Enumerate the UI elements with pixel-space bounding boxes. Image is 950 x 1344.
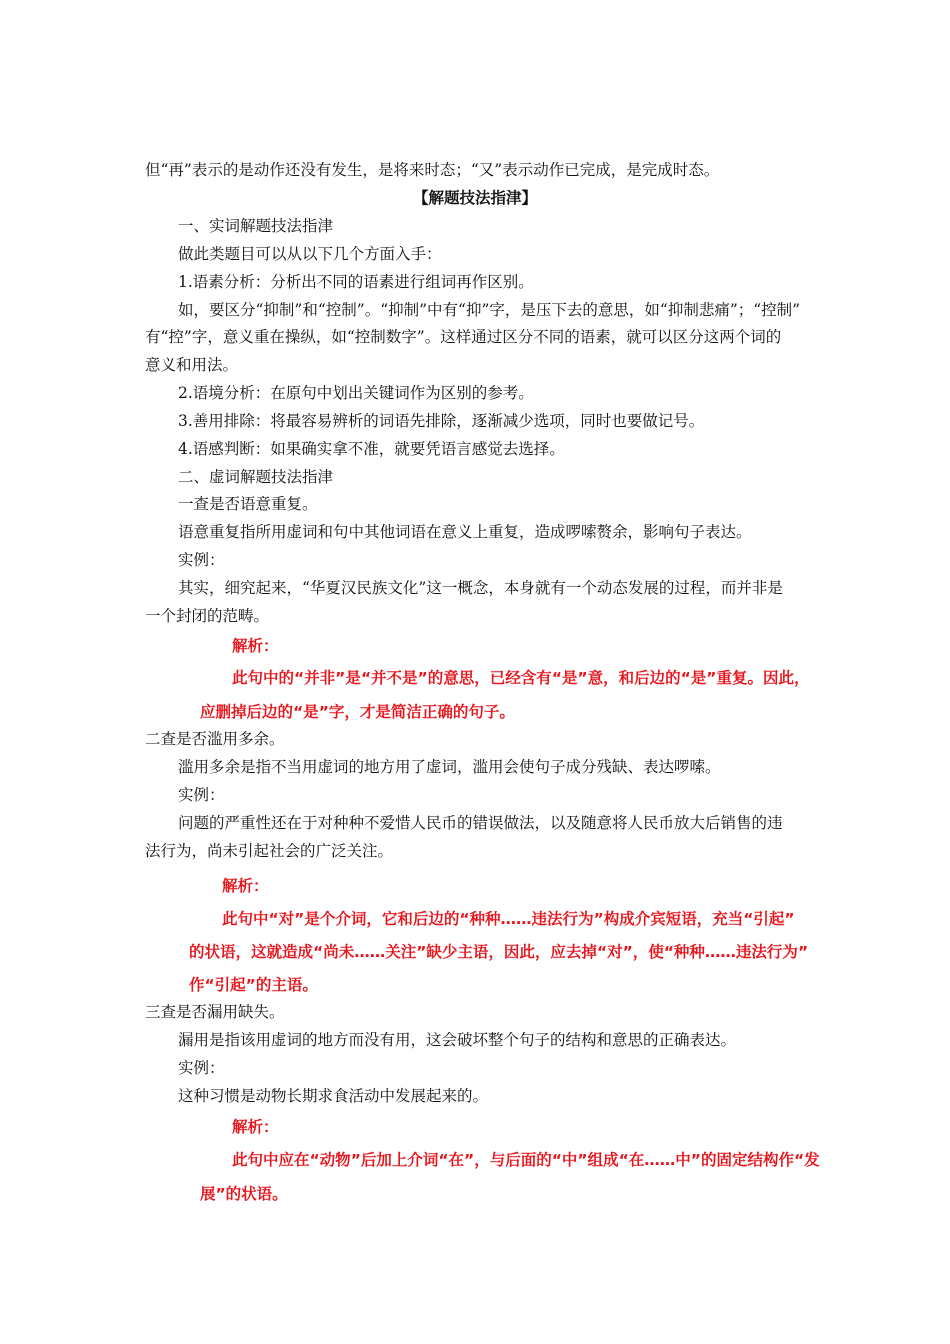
subheading-notional-words: 一、实词解题技法指津 — [178, 217, 334, 235]
list-item: 1.语素分析：分析出不同的语素进行组词再作区别。 — [178, 273, 534, 291]
example-label: 实例： — [178, 786, 225, 804]
paragraph-line: 漏用是指该用虚词的地方而没有用，这会破坏整个句子的结构和意思的正确表达。 — [178, 1031, 737, 1049]
paragraph-line: 一查是否语意重复。 — [178, 495, 318, 513]
analysis-line: 此句中应在“动物”后加上介词“在”，与后面的“中”组成“在……中”的固定结构作“发 — [232, 1151, 820, 1169]
analysis-label: 解析： — [232, 637, 279, 655]
paragraph-line: 如，要区分“抑制”和“控制”。“抑制”中有“抑”字，是压下去的意思，如“抑制悲痛”；“控制” — [178, 301, 801, 319]
analysis-line: 的状语，这就造成“尚未……关注”缺少主语，因此，应去掉“对”，使“种种……违法行为” — [189, 943, 809, 961]
paragraph-line: 问题的严重性还在于对种种不爱惜人民币的错误做法，以及随意将人民币放大后销售的违 — [178, 814, 783, 832]
list-item: 4.语感判断：如果确实拿不准，就要凭语言感觉去选择。 — [178, 440, 565, 458]
paragraph-line: 语意重复指所用虚词和句中其他词语在意义上重复，造成啰嗦赘余，影响句子表达。 — [178, 523, 752, 541]
analysis-label: 解析： — [232, 1118, 279, 1136]
paragraph-line: 其实，细究起来，“华夏汉民族文化”这一概念，本身就有一个动态发展的过程，而并非是 — [178, 579, 783, 597]
example-label: 实例： — [178, 1059, 225, 1077]
paragraph-line: 这种习惯是动物长期求食活动中发展起来的。 — [178, 1087, 489, 1105]
example-label: 实例： — [178, 551, 225, 569]
analysis-line: 此句中的“并非”是“并不是”的意思，已经含有“是”意，和后边的“是”重复。因此， — [232, 669, 810, 687]
paragraph-line: 法行为，尚未引起社会的广泛关注。 — [145, 842, 394, 860]
paragraph-line: 意义和用法。 — [145, 356, 239, 374]
analysis-line: 此句中“对”是个介词，它和后边的“种种……违法行为”构成介宾短语，充当“引起” — [222, 910, 795, 928]
paragraph-line: 一个封闭的范畴。 — [145, 607, 270, 625]
section-heading: 【解题技法指津】 — [412, 188, 537, 207]
list-item: 2.语境分析：在原句中划出关键词作为区别的参考。 — [178, 384, 534, 402]
analysis-line: 应删掉后边的“是”字，才是简洁正确的句子。 — [200, 703, 515, 721]
paragraph-line: 做此类题目可以从以下几个方面入手： — [178, 245, 442, 263]
analysis-line: 作“引起”的主语。 — [189, 976, 318, 994]
subheading-function-words: 二、虚词解题技法指津 — [178, 468, 334, 486]
analysis-line: 展”的状语。 — [200, 1185, 288, 1203]
list-item: 3.善用排除：将最容易辨析的词语先排除，逐渐减少选项，同时也要做记号。 — [178, 412, 705, 430]
paragraph-line: 滥用多余是指不当用虚词的地方用了虚词，滥用会使句子成分残缺、表达啰嗦。 — [178, 758, 721, 776]
paragraph-line: 有“控”字，意义重在操纵，如“控制数字”。这样通过区分不同的语素，就可以区分这两个词的 — [145, 328, 782, 346]
paragraph-line: 二查是否滥用多余。 — [145, 730, 285, 748]
paragraph-line: 三查是否漏用缺失。 — [145, 1003, 285, 1021]
analysis-label: 解析： — [222, 877, 269, 895]
paragraph-line: 但“再”表示的是动作还没有发生，是将来时态；“又”表示动作已完成，是完成时态。 — [145, 161, 720, 179]
